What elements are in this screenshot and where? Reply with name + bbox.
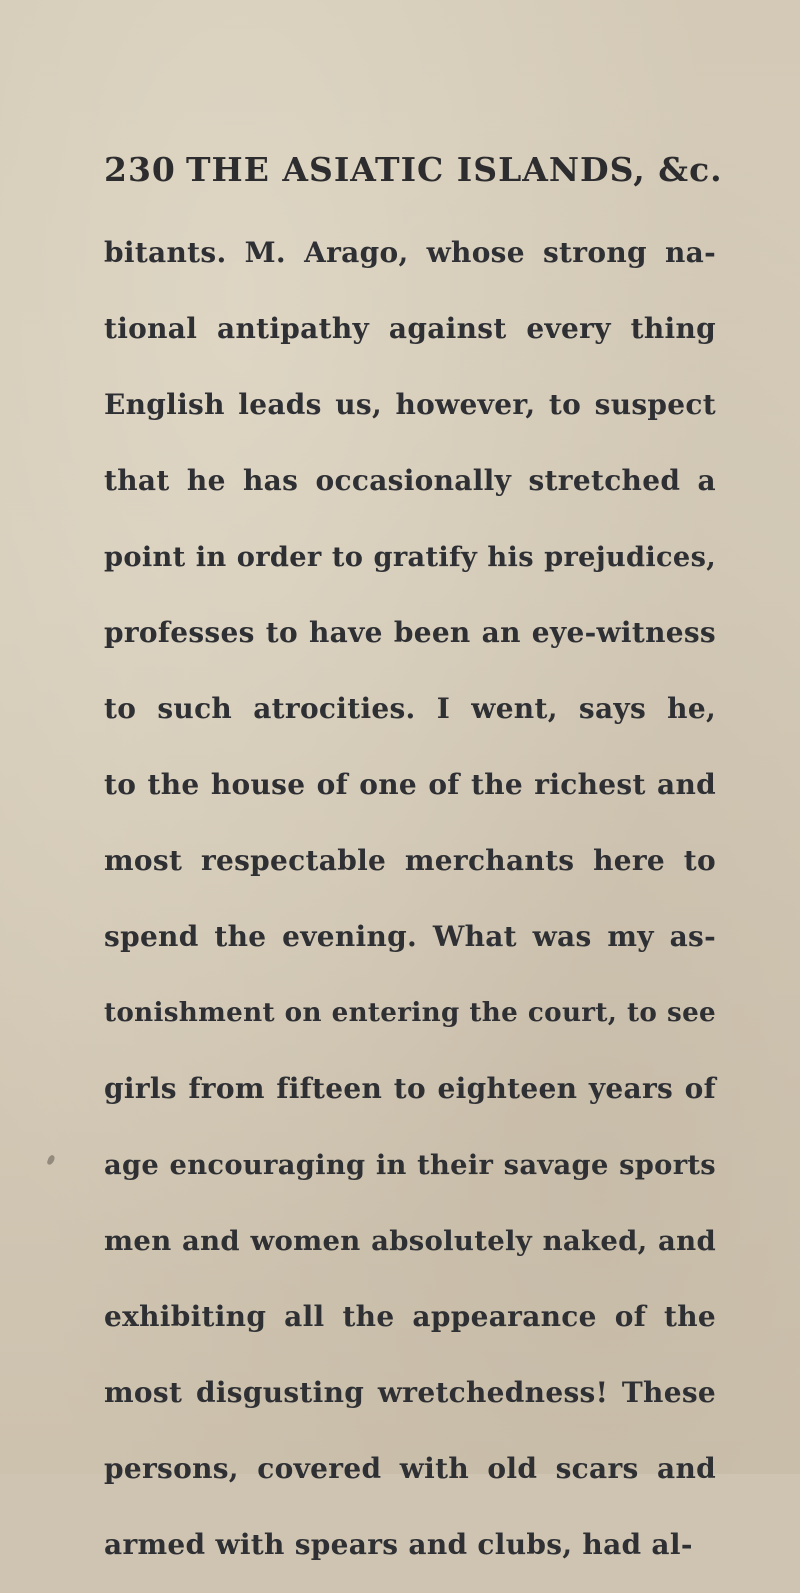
running-title: THE ASIATIC ISLANDS, &c. [186,150,723,189]
text-line: English leads us, however, to suspect [104,388,716,421]
text-line: professes to have been an eye-witness [104,616,716,649]
text-line: bitants. M. Arago, whose strong na- [104,236,716,269]
body-text [104,225,716,1593]
text-line: persons, covered with old scars and [104,1452,716,1485]
text-line: point in order to gratify his prejudices, [104,541,716,573]
text-line: exhibiting all the appearance of the [104,1300,716,1333]
text-line: tonishment on entering the court, to see [104,997,716,1028]
paper-blemish [46,1154,55,1165]
text-line: most disgusting wretchedness! These [104,1376,716,1409]
text-line: age encouraging in their savage sports [104,1149,716,1181]
text-line: spend the evening. What was my as- [104,920,716,953]
text-line: girls from fifteen to eighteen years of [104,1072,716,1105]
page-header [104,150,723,189]
text-line: to the house of one of the richest and [104,768,716,801]
text-line: that he has occasionally stretched a [104,464,716,497]
text-line: to such atrocities. I went, says he, [104,692,716,725]
page-number: 230 [104,150,176,189]
text-line: most respectable merchants here to [104,844,716,877]
text-line: armed with spears and clubs, had al- [104,1528,693,1561]
text-line: men and women absolutely naked, and [104,1225,716,1257]
text-line: tional antipathy against every thing [104,312,716,345]
